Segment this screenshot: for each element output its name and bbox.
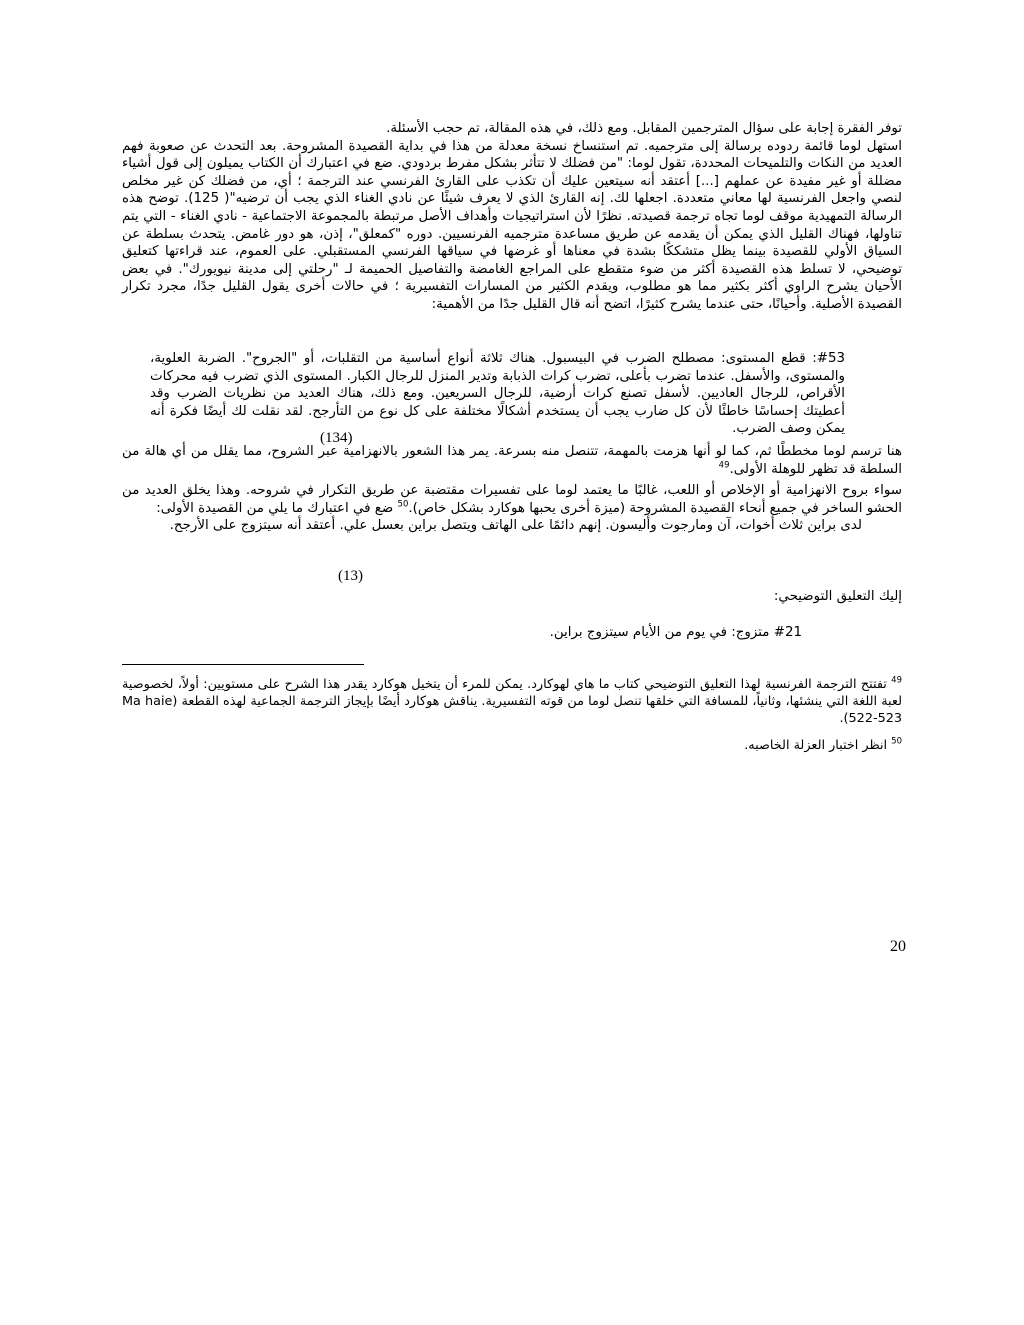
footnote-50	[122, 737, 902, 754]
paragraph-1-body: استهل لوما قائمة ردوده برسالة إلى مترجميه. تم استنساخ نسخة معدلة من هذا في بداية القصيدة المشروحة. بعد التحدث عن صعوبة فهم العديد من النكات والتلميحات المحددة، تقول لوما: "من فضلك لا تتأثر بشكل مفرط بردودي. ضع في اعتبارك أن الكتاب يميلون إلى قول أشياء مضللة أو غير مفيدة عن عملهم [...] أعتقد أنه سيتعين عليك أن تكذب على القارئ الفرنسي عند الترجمة ؛ أي، من فضلك كن غير مخلص لنصي واجعل الفرنسية لها معاني متعددة. اجعلها لك. إنه القارئ الذي لا يعرف شيئًا عن نادي الغناء الذي يجب أن ترضيه"( 125). توضح هذه الرسالة التمهيدية موقف لوما تجاه ترجمة قصيدته. نظرًا لأن استراتيجيات وأهداف الأصل مرتبطة بالمجموعة الاجتماعية - نادي الغناء - التي يتم تناولها، فهناك القليل الذي يمكن أن يقدمه عن طريق مساعدة مترجميه الفرنسيين. دوره "كمعلق"، إذن، هو دور غامض. يتحدث بسلطة عن السياق الأولي للقصيدة بينما يظل متشككًا بشدة في معناها أو غرضها في سياقها الفرنسي المستقبلي. على العموم، عند قراءتها كتعليق توضيحي، لا تسلط هذه القصيدة أكثر من ضوء متقطع على المراجع الغامضة والتفاصيل الحميمة لـ "رحلتي إلى مدينة نيويورك". في بعض الأحيان يشرح الراوي أكثر بكثير مما هو مطلوب، ويقدم الكثير من المسارات التفسيرية ؛ في حالات أخرى يقول القليل جدًا، مجرد تكرار القصيدة الأصلية. وأحيانًا، حتى عندما يشرح كثيرًا، اتضح أنه قال القليل جدًا من الأهمية:	[122, 138, 903, 312]
paragraph-1	[122, 120, 902, 314]
footnote-49-number: 49	[891, 675, 902, 686]
footnote-49	[122, 676, 902, 727]
quote-citation-134: (134)	[320, 430, 353, 446]
paragraph-2-part-a	[122, 443, 902, 478]
quote-citation-13: (13)	[338, 568, 363, 584]
footnote-49-text: تفتتح الترجمة الفرنسية لهذا التعليق التوضيحي كتاب ما هاي لهوكارد. يمكن للمرء أن يتخيل هوكارد يقدر هذا الشرح على مستويين: أولاً، لخصوصية لعبة اللغة التي ينشئها، وثانياً، للمسافة التي خلقها تنصل لوما من قوته التفسيرية. يناقش هوكارد أيضًا بإيجاز الترجمة الجماعية لهذه القطعة (Ma haie 522-523).	[122, 677, 902, 726]
footnote-50-text: انظر اختبار العزلة الخاصبه.	[744, 738, 892, 753]
paragraph-2	[122, 437, 902, 535]
inline-quote-brian: لدى براين ثلاث أخوات، آن ومارجوت وأليسون. إنهم دائمًا على الهاتف ويتصل براين بعسل علي. أعتقد أنه سيتزوج على الأرجح.	[169, 518, 862, 534]
footnote-ref-50[interactable]: 50	[397, 499, 409, 510]
paragraph-2-text-b-tail: ضع في اعتبارك ما يلي من القصيدة الأولى:	[156, 500, 398, 516]
annotation-intro: إليك التعليق التوضيحي:	[773, 589, 902, 604]
paragraph-2-text-b: سواء بروح الانهزامية أو الإخلاص أو اللعب، غالبًا ما يعتمد لوما على تفسيرات مقتضبة عن طريق التكرار في شروحه. وهذا يخلق العديد من الحشو الساخر في جميع أنحاء القصيدة المشروحة (ميزة أخرى يحبها هوكارد بشكل خاص).	[122, 483, 902, 516]
paragraph-2-part-b	[122, 482, 902, 517]
footnote-separator	[122, 664, 364, 665]
paragraph-1-lead: توفر الفقرة إجابة على سؤال المترجمين المقابل. ومع ذلك، في هذه المقالة، تم حجب الأسئلة.	[386, 121, 902, 136]
block-quote-21: #21 متزوج: في يوم من الأيام سيتزوج براين.	[549, 625, 802, 640]
paragraph-2-text-a: هنا ترسم لوما مخططًا ثم، كما لو أنها هزمت بالمهمة، تتنصل منه بسرعة. يمر هذا الشعور بالانهزامية عبر الشروح، مما يقلل من أي هالة من السلطة قد تظهر للوهلة الأولى.	[122, 444, 902, 477]
page-number: 20	[890, 938, 906, 955]
footnote-ref-49[interactable]: 49	[718, 460, 730, 471]
footnote-50-number: 50	[891, 736, 902, 747]
block-quote-53: #53: قطع المستوى: مصطلح الضرب في البيسبول. هناك ثلاثة أنواع أساسية من التقلبات، أو "الجروح". الضربة العلوية، والمستوى، والأسفل. عندما تضرب بأعلى، تضرب كرات الذبابة وتدير المنزل للرجال الكبار. المستوى الذي تضرب فيه محركات الأقراص، للرجال العاديين. لأسفل تصنع كرات أرضية، للرجال السريعين. ومع ذلك، هناك العديد من نظريات الضرب وقد أعطيتك إحساسًا خاطئًا لأن كل ضارب يجب أن يستخدم أشكالًا مختلفة على كل نوع من التأرجح. لقد نقلت لك أيضًا فكرة أنه يمكن وصف الضرب.	[150, 351, 845, 437]
